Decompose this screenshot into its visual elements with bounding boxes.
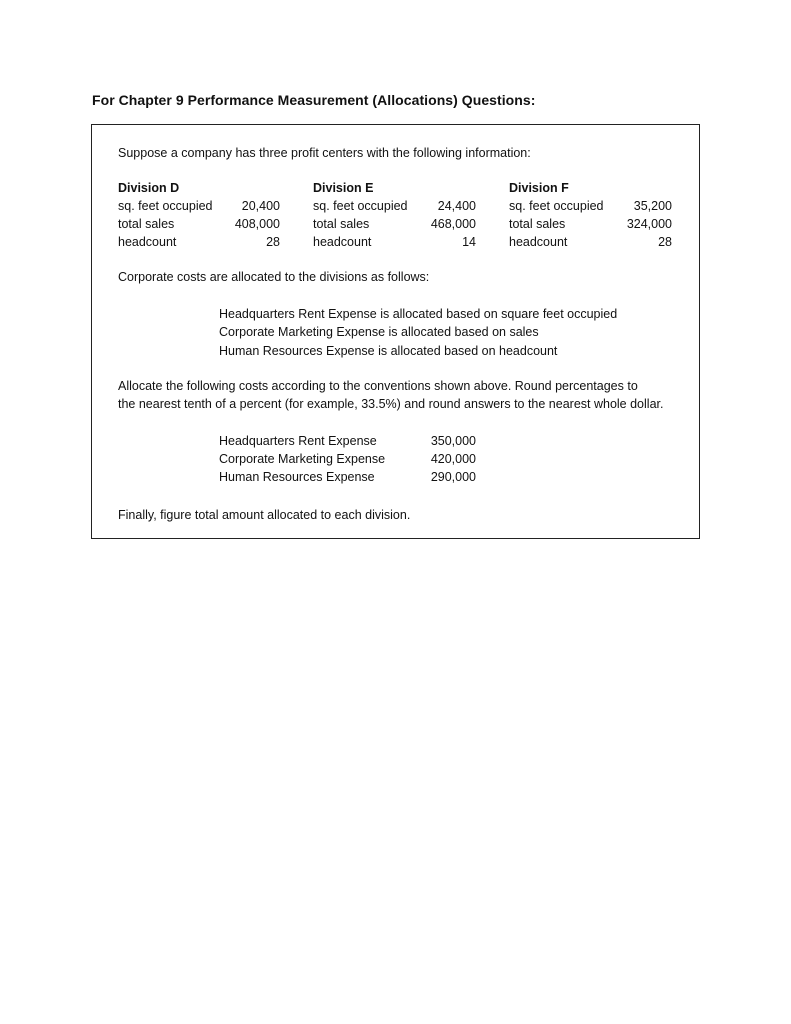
division-e-sales-value: 468,000 — [430, 217, 476, 231]
division-d-header: Division D — [118, 181, 180, 195]
cost-value-marketing: 420,000 — [430, 452, 476, 466]
division-e-sales-label: total sales — [313, 217, 370, 231]
division-f-headcount-value: 28 — [658, 235, 672, 249]
cost-label-marketing: Corporate Marketing Expense — [219, 452, 386, 466]
cost-label-hr: Human Resources Expense — [219, 470, 375, 484]
division-f-sales-value: 324,000 — [626, 217, 672, 231]
division-e-sqft-value: 24,400 — [437, 199, 476, 213]
division-e-header: Division E — [313, 181, 374, 195]
division-d-sales-label: total sales — [118, 217, 175, 231]
division-f-sqft-value: 35,200 — [633, 199, 672, 213]
allocation-rule: Headquarters Rent Expense is allocated based on square feet occupied — [219, 307, 618, 321]
division-d-sales-value: 408,000 — [234, 217, 280, 231]
instructions-line: Allocate the following costs according to the conventions shown above. Round percentages to — [118, 379, 638, 393]
division-f-headcount-label: headcount — [509, 235, 568, 249]
division-f-sqft-label: sq. feet occupied — [509, 199, 604, 213]
division-f-header: Division F — [509, 181, 569, 195]
division-e-headcount-label: headcount — [313, 235, 372, 249]
cost-label-rent: Headquarters Rent Expense — [219, 434, 377, 448]
intro-text: Suppose a company has three profit centers with the following information: — [118, 146, 531, 160]
division-d-headcount-value: 28 — [266, 235, 280, 249]
cost-value-rent: 350,000 — [430, 434, 476, 448]
division-f-sales-label: total sales — [509, 217, 566, 231]
division-d-sqft-label: sq. feet occupied — [118, 199, 213, 213]
allocation-rule: Corporate Marketing Expense is allocated based on sales — [219, 325, 539, 339]
cost-value-hr: 290,000 — [430, 470, 476, 484]
allocation-rule: Human Resources Expense is allocated based on headcount — [219, 344, 558, 358]
division-d-sqft-value: 20,400 — [241, 199, 280, 213]
division-d-headcount-label: headcount — [118, 235, 177, 249]
final-instruction: Finally, figure total amount allocated to each division. — [118, 508, 411, 522]
page-title: For Chapter 9 Performance Measurement (Allocations) Questions: — [92, 92, 536, 108]
division-e-sqft-label: sq. feet occupied — [313, 199, 408, 213]
instructions-line: the nearest tenth of a percent (for example, 33.5%) and round answers to the nearest whole dollar. — [118, 397, 664, 411]
division-e-headcount-value: 14 — [462, 235, 476, 249]
allocation-intro: Corporate costs are allocated to the divisions as follows: — [118, 270, 430, 284]
